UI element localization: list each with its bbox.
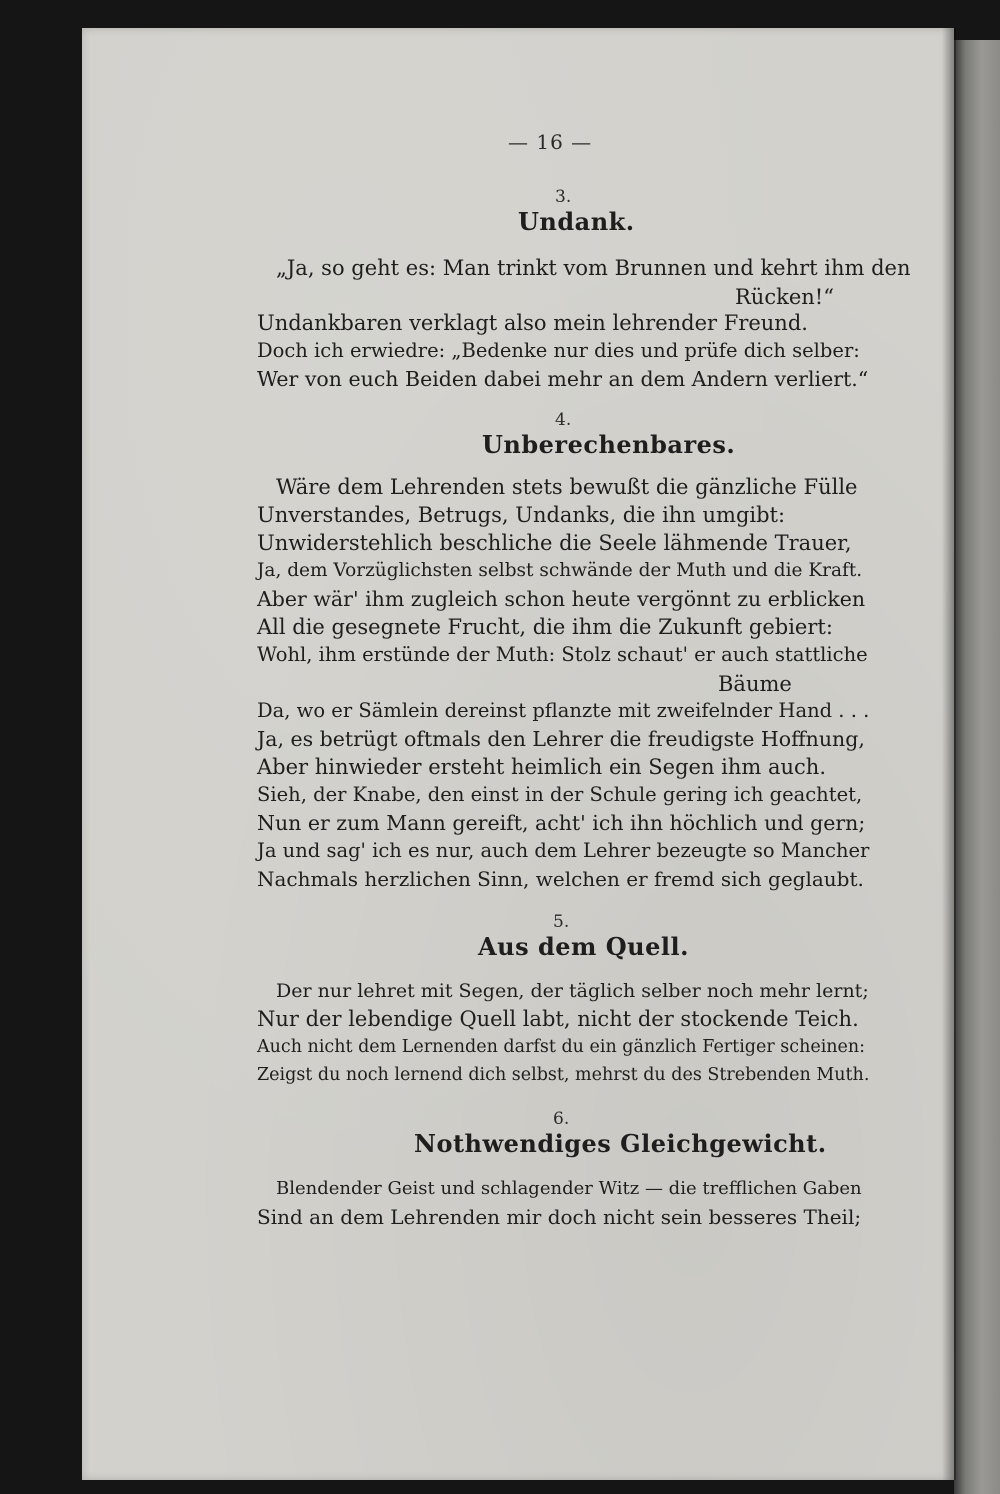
- section-title: Nothwendiges Gleichgewicht.: [414, 1129, 827, 1158]
- poem-line: Zeigst du noch lernend dich selbst, mehrst du des Strebenden Muth.: [257, 1065, 870, 1085]
- poem-line: Aber hinwieder ersteht heimlich ein Segen ihm auch.: [257, 755, 827, 779]
- section-title: Undank.: [518, 207, 635, 236]
- page-number: — 16 —: [508, 130, 593, 154]
- poem-line: Wohl, ihm erstünde der Muth: Stolz schaut' er auch stattliche: [257, 643, 868, 666]
- section-number: 3.: [555, 187, 572, 207]
- section-number: 6.: [553, 1109, 570, 1129]
- poem-line: Wer von euch Beiden dabei mehr an dem Andern verliert.“: [257, 367, 869, 391]
- poem-line: Bäume: [718, 672, 792, 696]
- poem-line: Wäre dem Lehrenden stets bewußt die gänzliche Fülle: [276, 475, 858, 499]
- facing-page-edge: [954, 40, 1000, 1494]
- poem-line: Nachmals herzlichen Sinn, welchen er fremd sich geglaubt.: [257, 867, 864, 891]
- poem-line: Auch nicht dem Lernenden darfst du ein gänzlich Fertiger scheinen:: [257, 1037, 866, 1057]
- poem-line: Unwiderstehlich beschliche die Seele lähmende Trauer,: [257, 531, 852, 555]
- section-title: Aus dem Quell.: [478, 932, 689, 961]
- section-number: 5.: [553, 912, 570, 932]
- poem-line: Der nur lehret mit Segen, der täglich selber noch mehr lernt;: [276, 980, 869, 1002]
- poem-line: Blendender Geist und schlagender Witz — die trefflichen Gaben: [276, 1178, 862, 1199]
- poem-line: Nun er zum Mann gereift, acht' ich ihn höchlich und gern;: [257, 811, 866, 835]
- poem-line: Rücken!“: [735, 285, 834, 309]
- poem-line: Unverstandes, Betrugs, Undanks, die ihn umgibt:: [257, 503, 786, 527]
- binding-gutter: [942, 28, 956, 1480]
- poem-line: Nur der lebendige Quell labt, nicht der stockende Teich.: [257, 1007, 859, 1031]
- section-number: 4.: [555, 410, 572, 430]
- poem-line: Aber wär' ihm zugleich schon heute vergönnt zu erblicken: [257, 587, 866, 611]
- poem-line: Ja, dem Vorzüglichsten selbst schwände der Muth und die Kraft.: [257, 560, 863, 581]
- poem-line: Da, wo er Sämlein dereinst pflanzte mit zweifelnder Hand . . .: [257, 699, 870, 722]
- poem-line: Ja, es betrügt oftmals den Lehrer die freudigste Hoffnung,: [257, 727, 865, 751]
- poem-line: Doch ich erwiedre: „Bedenke nur dies und prüfe dich selber:: [257, 339, 860, 362]
- poem-line: Undankbaren verklagt also mein lehrender Freund.: [257, 311, 808, 335]
- section-title: Unberechenbares.: [482, 430, 736, 459]
- poem-line: „Ja, so geht es: Man trinkt vom Brunnen und kehrt ihm den: [276, 256, 911, 280]
- poem-line: All die gesegnete Frucht, die ihm die Zukunft gebiert:: [257, 615, 833, 639]
- poem-line: Sieh, der Knabe, den einst in der Schule gering ich geachtet,: [257, 783, 863, 806]
- poem-line: Ja und sag' ich es nur, auch dem Lehrer bezeugte so Mancher: [257, 839, 870, 862]
- poem-line: Sind an dem Lehrenden mir doch nicht sein besseres Theil;: [257, 1205, 862, 1229]
